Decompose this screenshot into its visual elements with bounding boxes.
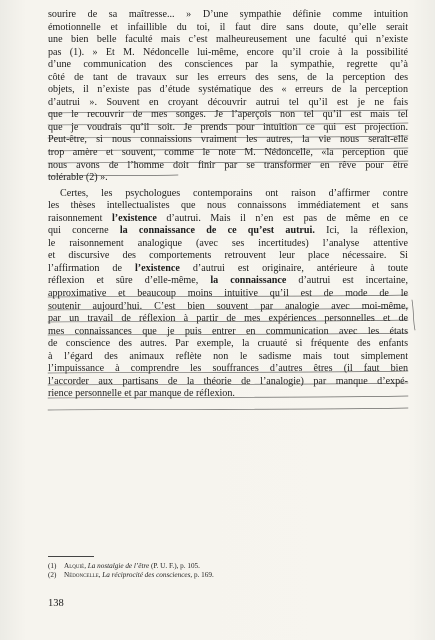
footnote-number: (2) (48, 571, 57, 579)
text-line (48, 263, 408, 276)
text-line: une bien belle faculté mais c’est malheureusement une faculté qui n’existe (48, 34, 408, 46)
text-run: raisonnement (48, 212, 112, 224)
footnote-rule (48, 556, 94, 557)
text-line (48, 225, 408, 238)
text-run: l’affirmation de (48, 262, 135, 274)
text-line: le raisonnement analogique (avec ses incertitudes) l’analyse attentive (48, 237, 408, 249)
text-line: Peut-être, si nous connaissions vraiment les autres, la vie nous serait-elle (48, 134, 408, 146)
footnote-author: Alquié (64, 562, 85, 570)
text-line: que je voudrais qu’il soit. Je prends pour intuition ce qui est projection. (48, 121, 408, 133)
text-line (48, 275, 408, 288)
text-run: d’autrui est incertaine, (286, 275, 408, 287)
footnote-title: La nostalgie de l’être (87, 562, 150, 570)
text-run: d’autrui est originaire, antérieure à toute (179, 262, 408, 274)
text-line: nous avons de l’homme doit finir par se transformer en rêve pour être (48, 159, 408, 171)
bold-term: la connaissance (210, 275, 287, 287)
footnote-ref: , p. 169. (190, 571, 214, 579)
text-line: Certes, les psychologues contemporains ont raison d’affirmer contre (60, 187, 408, 199)
footnote-2: (2) Nédoncelle, La réciprocité des consciences, p. 169. (48, 571, 214, 579)
text-run: Ici, la réflexion, (314, 225, 408, 237)
footnote-1: (1) Alquié, La nostalgie de l’être (P. U. F.), p. 105. (48, 562, 200, 570)
text-line: et discursive des comportements retrouvent leur place nécessaire. Si (48, 250, 408, 262)
footnote-number: (1) (48, 562, 57, 570)
bold-term: la connaissance de ce qu’est autrui. (119, 225, 315, 237)
paragraph-2 (48, 188, 408, 401)
body-text (48, 9, 408, 401)
text-line: l’impuissance à comprendre les souffrances d’autres êtres (il faut bien (48, 363, 408, 375)
text-run: d’autrui. Mais il n’en est pas de même en ce (156, 212, 408, 224)
footnote-title: La réciprocité des consciences (102, 571, 191, 579)
text-line: soutenir aujourd’hui. C’est bien souvent par analogie avec moi-même, (48, 300, 408, 312)
footnote-ref: (P. U. F.), p. 105. (149, 562, 200, 570)
text-line: à l’égard des animaux reflète non le sadisme mais tout simplement (48, 350, 408, 362)
margin-mark (412, 300, 415, 330)
text-run: qui concerne (48, 225, 120, 237)
text-line: d’une communication des consciences par la sympathie, regrette qu’à (48, 59, 408, 71)
text-line: sourire de sa maîtresse... » D’une sympathie définie comme intuition (48, 9, 408, 20)
text-line: rience personnelle et par manque de réflexion. (48, 388, 235, 400)
text-line: côté de tant de travaux sur les erreurs des sens, de la perception des (48, 71, 408, 83)
text-line: trop amère et souvent, comme le note M. Nédoncelle, «la perception que (48, 147, 408, 159)
text-line: mes connaissances que je puis entrer en communication avec les états (48, 325, 408, 337)
bold-term: l’existence (111, 212, 157, 224)
bold-term: l’existence (135, 262, 180, 274)
text-line: l’accorder aux partisans de la théorie de l’analogie) par manque d’expé- (48, 375, 408, 387)
text-line: les thèses intellectualistes que nous connaissons immédiatement et sans (48, 200, 408, 212)
footnote-author: Nédoncelle (64, 571, 99, 579)
text-line: émotionnelle et infaillible du toi, il faut dire sans doute, qu’elle serait (48, 21, 408, 33)
text-line: approximative et beaucoup moins intuitive qu’il est de mode de le (48, 288, 408, 300)
page-number: 138 (48, 598, 64, 609)
text-run: réflexion et sûre d’elle-même, (48, 275, 211, 287)
text-line: par un travail de réflexion à partir de mes expériences personnelles et de (48, 313, 408, 325)
text-line (48, 213, 408, 226)
text-line: pas (1). » Et M. Nédoncelle lui-même, encore qu’il croie à la possibilité (48, 46, 408, 58)
footnotes (48, 562, 408, 580)
paragraph-1 (48, 9, 408, 185)
text-line: que le recouvrir de mes songes. Je l’aperçois non tel qu’il est mais tel (48, 109, 408, 121)
text-line: de conscience des autres. Par exemple, la cruauté si fréquente des enfants (48, 338, 408, 350)
text-line: tolérable (2) ». (48, 172, 108, 184)
text-line: d’autrui ». Souvent en croyant découvrir autrui tel qu’il est je ne fais (48, 96, 408, 108)
text-line: objets, il n’existe pas d’étude systématique des « erreurs de la perception (48, 84, 408, 96)
underline-mark (48, 408, 408, 410)
